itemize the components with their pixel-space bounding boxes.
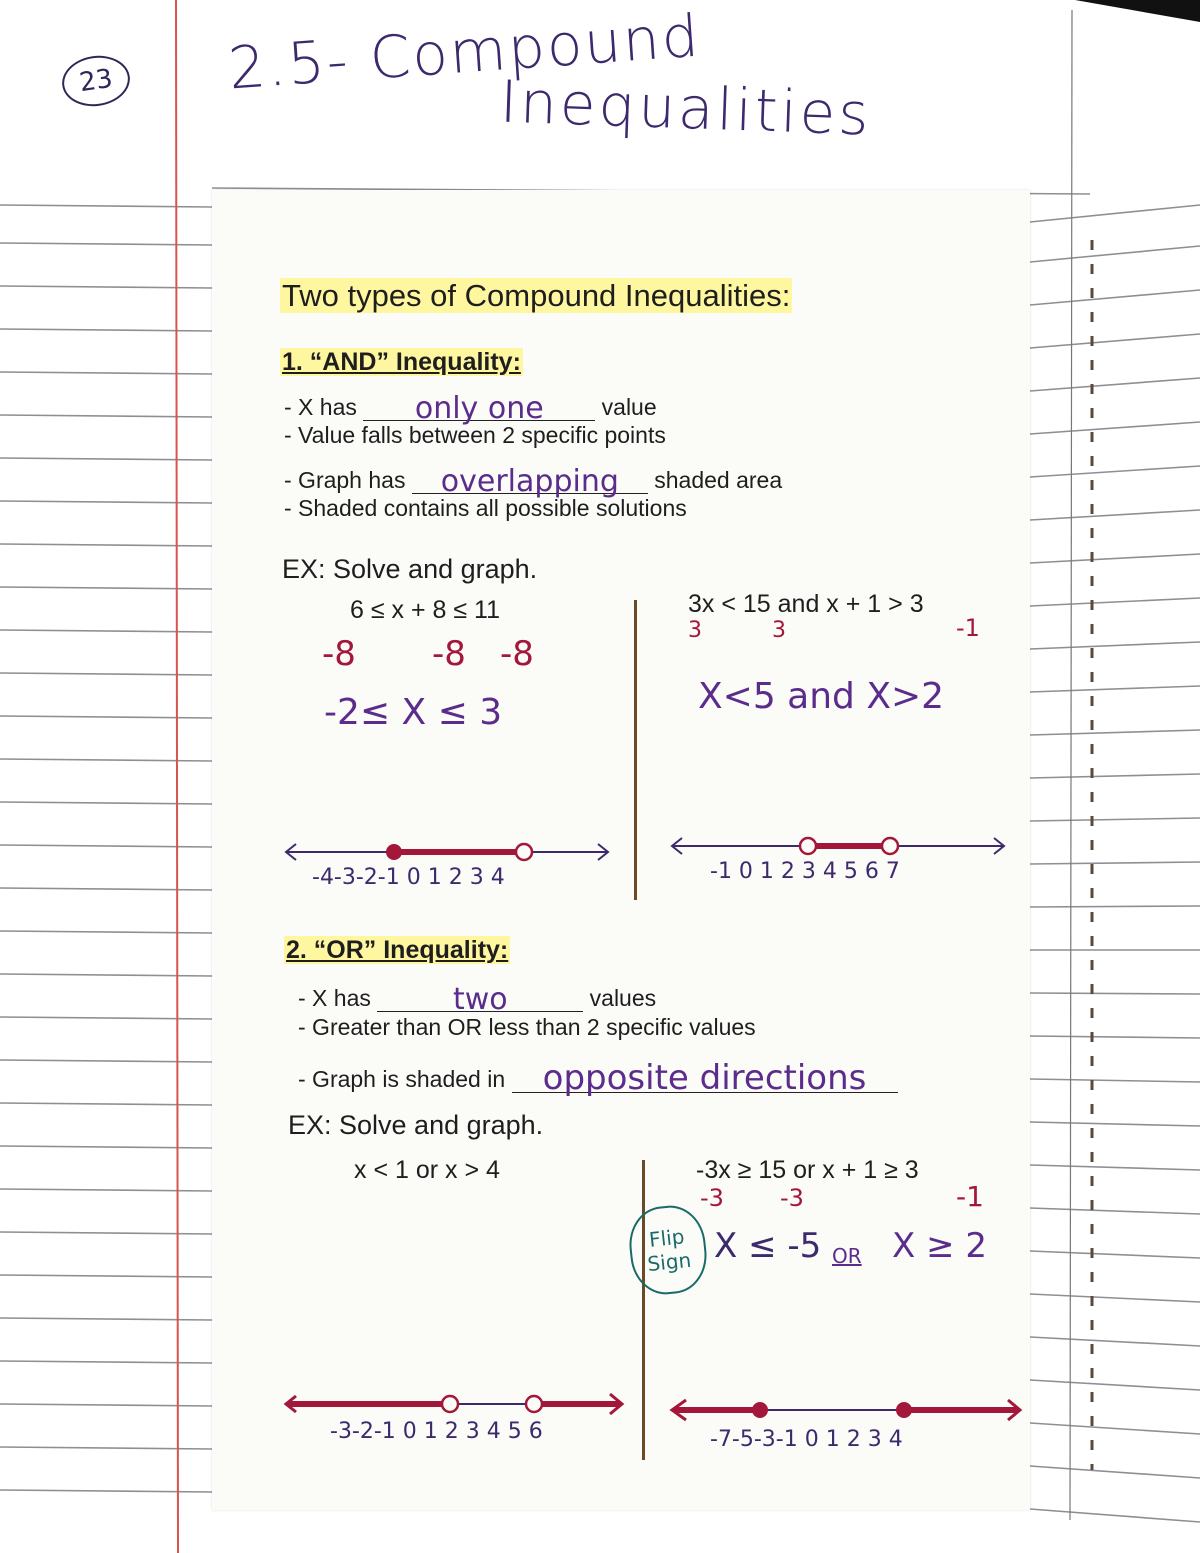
- or-ex2-result-or: OR: [832, 1244, 862, 1268]
- or-ex1-number-line: [282, 1382, 632, 1444]
- or-ex2-result-a: X ≤ -5: [714, 1226, 822, 1266]
- and-ex2-work-2: 3: [772, 618, 786, 643]
- flip-note-line-2: Sign: [646, 1247, 693, 1277]
- main-heading-text: Two types of Compound Inequalities:: [282, 278, 791, 313]
- or-divider: [642, 1160, 645, 1460]
- or-ex2-ticks: -7-5-3-1 0 1 2 3 4: [710, 1427, 903, 1452]
- and-ex2-number-line: [668, 824, 1008, 884]
- or-bullet-1: [298, 976, 657, 1017]
- and-fill-3: overlapping: [440, 464, 619, 499]
- and-fill-1: only one: [414, 391, 544, 426]
- and-ex1-problem: 6 ≤ x + 8 ≤ 11: [350, 596, 500, 624]
- worksheet: [212, 190, 1030, 1510]
- or-ex2-work-1: -3: [700, 1184, 724, 1212]
- and-ex2-work-3: -1: [956, 614, 980, 642]
- and-ex2-result: X<5 and X>2: [698, 676, 945, 717]
- or-ex2-work-2: -3: [780, 1184, 804, 1212]
- and-bullet-1-post: value: [601, 394, 657, 420]
- or-ex2-result-b: X ≥ 2: [892, 1226, 988, 1266]
- and-bullet-1-pre: - X has: [284, 394, 357, 420]
- or-section-title-text: 2. “OR” Inequality:: [286, 936, 509, 964]
- or-bullet-1-post: values: [589, 985, 657, 1011]
- and-ex1-work-3: -8: [500, 634, 534, 674]
- title-line-2: Inequalities: [498, 67, 873, 149]
- or-example-label: EX: Solve and graph.: [288, 1110, 544, 1140]
- or-fill-1: two: [452, 982, 508, 1017]
- and-ex1-work-1: -8: [322, 634, 356, 674]
- or-bullet-3-pre: - Graph is shaded in: [298, 1066, 506, 1092]
- and-ex1-number-line: [282, 830, 612, 890]
- and-bullet-2: - Value falls between 2 specific points: [284, 422, 666, 448]
- and-divider: [634, 600, 637, 900]
- main-heading: [280, 278, 792, 314]
- and-bullet-3: [284, 458, 783, 499]
- or-ex1-problem: x < 1 or x > 4: [354, 1156, 500, 1184]
- or-ex2-work-3: -1: [956, 1180, 984, 1213]
- title-line-1: 2.5- Compound: [226, 1, 703, 103]
- and-ex2-problem: 3x < 15 and x + 1 > 3: [688, 590, 924, 618]
- and-blank-1: [363, 385, 595, 426]
- or-bullet-2: - Greater than OR less than 2 specific values: [298, 1014, 756, 1040]
- or-ex2-problem: -3x ≥ 15 or x + 1 ≥ 3: [696, 1156, 919, 1184]
- or-ex1-ticks: -3-2-1 0 1 2 3 4 5 6: [330, 1419, 543, 1444]
- and-section-title-text: 1. “AND” Inequality:: [282, 348, 521, 376]
- or-bullet-3: [298, 1052, 898, 1098]
- and-ex2-work-1: 3: [688, 618, 702, 643]
- and-bullet-3-pre: - Graph has: [284, 467, 406, 493]
- and-ex1-result: -2≤ X ≤ 3: [324, 692, 503, 733]
- or-section-title: [284, 936, 510, 965]
- page-number: 23: [77, 63, 115, 99]
- and-section-title: [280, 348, 523, 377]
- or-blank-1: [377, 976, 583, 1017]
- and-bullet-3-post: shaded area: [654, 467, 783, 493]
- or-fill-3: opposite directions: [542, 1058, 867, 1098]
- and-bullet-4: - Shaded contains all possible solutions: [284, 495, 687, 521]
- and-ex1-ticks: -4-3-2-1 0 1 2 3 4: [312, 865, 505, 890]
- and-ex1-work-2: -8: [432, 634, 466, 674]
- and-blank-3: [412, 458, 648, 499]
- and-ex2-ticks: -1 0 1 2 3 4 5 6 7: [710, 859, 900, 884]
- and-bullet-1: [284, 385, 657, 426]
- flip-note-line-1: Flip: [647, 1224, 686, 1252]
- or-bullet-1-pre: - X has: [298, 985, 371, 1011]
- or-ex2-number-line: [668, 1388, 1028, 1452]
- flip-sign-note: [626, 1202, 711, 1297]
- and-example-label: EX: Solve and graph.: [282, 554, 538, 584]
- or-blank-3: [512, 1052, 898, 1098]
